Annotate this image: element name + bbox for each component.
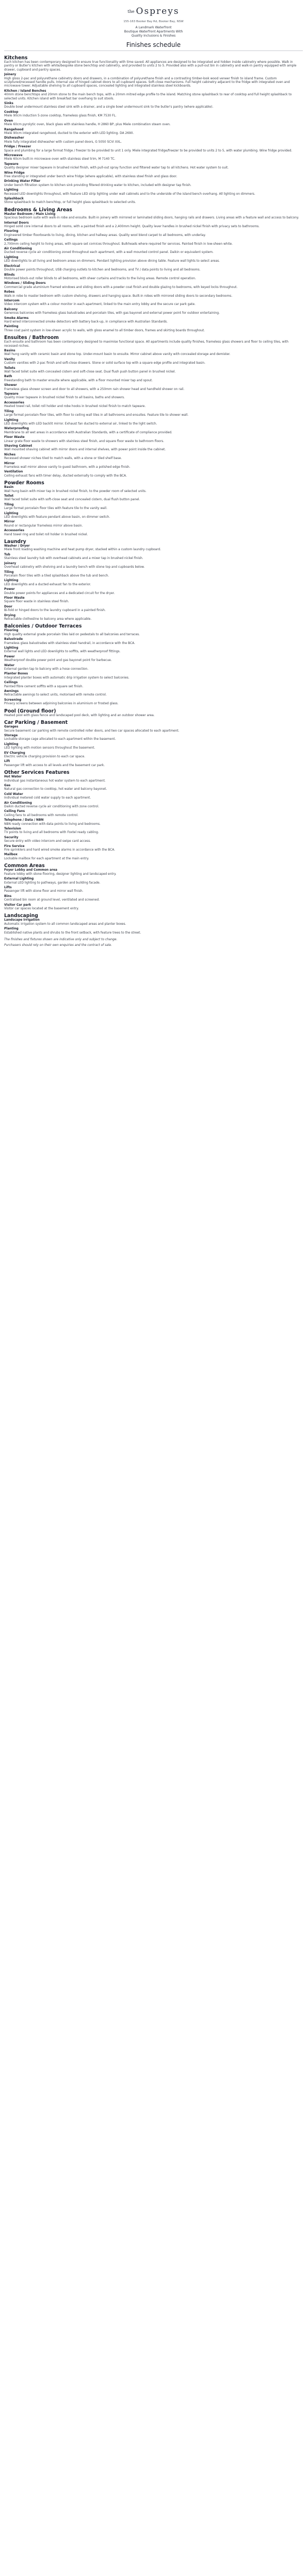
item-heading: Tiling <box>4 503 14 506</box>
item-text: Stone splashback to match benchtop, or full height glass splashback to selected units. <box>4 201 136 205</box>
item-heading: Mirror <box>4 462 15 465</box>
item-text: Wall faced toilet suite with soft-close seat and concealed cistern, dual flush button panel. <box>4 498 140 502</box>
item-heading: Mirror <box>4 520 15 524</box>
item-heading: Joinery <box>4 73 17 77</box>
item-heading: Niches <box>4 453 16 456</box>
document-title: Finishes schedule <box>126 41 181 48</box>
item-heading: Lighting <box>4 256 19 259</box>
item-text: Space and plumbing for a large format fridge / freezer to be provided to unit 1 only. Miele integrated fridge/freezer to be provided to units 2 to 5, with water plumbing. Wine fridge provided. <box>4 149 293 152</box>
item-text: Lockable storage cage allocated to each apartment within the basement. <box>4 738 116 741</box>
item-heading: Ventilation <box>4 470 23 474</box>
item-heading: Toilets <box>4 366 15 370</box>
item-heading: Wine Fridge <box>4 171 25 175</box>
item-text: Large format porcelain floor tiles with feature tile to the vanity wall. <box>4 507 107 511</box>
item-heading: Windows / Sliding Doors <box>4 282 46 285</box>
section-heading: Bedrooms & Living Areas <box>4 207 72 213</box>
item-heading: Tapware <box>4 162 19 166</box>
item-heading: Gas <box>4 784 11 787</box>
item-heading: Floor Waste <box>4 596 25 600</box>
item-heading: Balcony <box>4 308 18 311</box>
item-text: High gloss 2-pac and polyurethane cabinetry doors and drawers, in a combination of polyurethane finish and a contrasting timber-look wood veneer finish to island frame. Custom sculptured/recessed handle pulls. Internal use of hinged cabinet doors to all cupboard spaces. Soft-close mechanisms. Full height cabinetry adjacent to the fridge with integrated oven and microwave tower. Adjustable shelving to all cupboard spaces, concealed lighting and integrated stainless steel kickboards. <box>4 77 290 88</box>
item-heading: Lighting <box>4 647 19 650</box>
item-heading: Balustrade <box>4 638 23 641</box>
item-text: TV points to living and all bedrooms with Foxtel ready cabling. <box>4 831 99 835</box>
item-text: Miele 60cm built-in microwave oven with stainless steel trim, M 7140 TC. <box>4 158 116 161</box>
item-heading: Flooring <box>4 629 19 633</box>
item-text: Hard wired interconnected smoke detectors with battery back-up, in compliance with Australian Standards. <box>4 320 168 324</box>
item-text: Double power points for appliances and a dedicated circuit for the dryer. <box>4 591 115 595</box>
item-text: Under bench filtration system to kitchen sink providing filtered drinking water to kitchen, included with designer tap finish. <box>4 183 191 187</box>
item-text: Automatic irrigation system to all common landscaped areas and planter boxes. <box>4 922 126 926</box>
item-text: Miele fully integrated dishwasher with custom panel doors, G 5050 SCVi XXL. <box>4 140 122 144</box>
item-text: Ceiling fans to all bedrooms with remote control. <box>4 814 78 817</box>
item-text: Retractable clothesline to balcony area where applicable. <box>4 617 92 621</box>
section-heading: Landscaping <box>4 913 38 919</box>
item-heading: Ceilings <box>4 239 18 242</box>
item-text: Heated pool with glass fence and landscaped pool deck, with lighting and an outdoor shower area. <box>4 714 155 717</box>
tagline-line-1: A Landmark Waterfront <box>135 26 172 29</box>
section-heading: Powder Rooms <box>4 480 44 486</box>
item-heading: Bath <box>4 375 12 379</box>
item-text: LED downlights with LED backlit mirror. Exhaust fan ducted to external air, linked to the light switch. <box>4 422 157 426</box>
item-text: LED downlights and a ducted exhaust fan to the exterior. <box>4 583 91 586</box>
item-heading: Security <box>4 836 19 839</box>
item-text: Stainless steel laundry tub with overhead cabinets and a mixer tap in brushed nickel finish. <box>4 557 143 561</box>
section-heading: Ensuites / Bathroom <box>4 335 59 341</box>
item-text: Membrane to all wet areas in accordance with Australian Standards, with a certificate of compliance provided. <box>4 431 172 434</box>
item-text: 2,700mm ceiling height to living areas, with square set cornices throughout. Bulkheads where required for services. Painted finish in low-sheen white. <box>4 242 233 246</box>
item-heading: Rangehood <box>4 128 24 131</box>
item-heading: Shower <box>4 384 17 387</box>
item-heading: Tiling <box>4 410 14 413</box>
item-heading: Smoke Alarms <box>4 316 29 320</box>
item-text: Feature lobby with stone flooring, designer lighting and landscaped entry. <box>4 872 117 876</box>
item-text: Porcelain floor tiles with a tiled splashback above the tub and bench. <box>4 574 109 578</box>
item-text: Bi-fold or hinged doors to the laundry cupboard in a painted finish. <box>4 609 106 613</box>
item-text: Motorised block-out roller blinds to all bedrooms, with sheer curtains and tracks to the living areas. Remote control operation. <box>4 277 196 280</box>
item-text: Painted fibre cement soffits with a square set finish. <box>4 685 84 688</box>
item-text: Double power points throughout, USB charging outlets to kitchen and bedrooms, and TV / data points to living and all bedrooms. <box>4 268 201 272</box>
item-text: Privacy screens between adjoining balconies in aluminium or frosted glass. <box>4 702 119 706</box>
item-text: Round or rectangular frameless mirror above basin. <box>4 524 83 528</box>
item-heading: Visitor Car park <box>4 903 31 907</box>
item-text: Frameless wall mirror above vanity to guest bathroom, with a polished edge finish. <box>4 465 131 469</box>
item-text: Each kitchen has been contemporary designed to ensure true functionality with time saved. All appliances are designed to be integrated and hidden inside cabinetry where possible. Walk in pantry or Butler's kitchen with white/bespoke stone benchtop and cabinetry, and provided to units 2 to 5. Provided also with a pull-out bin in cabinetry and walk-in pantry equipped with ample drawer, cupboard and pantry spaces. <box>4 61 297 72</box>
item-text: LED lighting with motion sensors throughout the basement. <box>4 747 95 750</box>
item-heading: Intercom <box>4 299 20 302</box>
item-heading: Accessories <box>4 401 25 404</box>
item-text: Daikin ducted reverse cycle air conditioning with zone control. <box>4 805 100 808</box>
section-heading: Balconies / Outdoor Terraces <box>4 623 82 630</box>
item-text: Centralised bin room at ground level, ventilated and screened. <box>4 899 100 902</box>
item-heading: Power <box>4 655 15 658</box>
item-heading: Splashback <box>4 197 24 200</box>
item-heading: Drinking Water Filter <box>4 180 41 183</box>
item-text: LED downlights with feature pendant above basin, on dimmer switch. <box>4 516 110 519</box>
tagline-line-2: Boutique Waterfront Apartments With <box>124 30 183 33</box>
item-heading: EV Charging <box>4 751 25 755</box>
item-heading: Washer / Dryer <box>4 545 30 548</box>
section-heading: Kitchens <box>4 55 28 61</box>
item-text: Linear grate floor waste to showers with stainless steel finish, and square floor waste to bathroom floors. <box>4 439 165 443</box>
item-text: Quality mixer tapware in brushed nickel finish to all basins, baths and showers. <box>4 396 125 400</box>
item-heading: Tub <box>4 553 10 556</box>
item-heading: Basins <box>4 349 15 352</box>
item-text: Engineered timber floorboards to living, dining, kitchen and hallway areas. Quality wool blend carpet to all bedrooms, with underlay. <box>4 233 206 237</box>
section-heading: Common Areas <box>4 863 45 869</box>
item-text: Secure basement car parking with remote controlled roller doors, and two car spaces allocated to each apartment. <box>4 729 180 733</box>
section-heading: Car Parking / Basement <box>4 720 68 726</box>
item-heading: Kitchen / Island Benches <box>4 89 46 93</box>
item-text: Square floor waste in stainless steel finish. <box>4 600 69 604</box>
item-text: External wall lights and LED downlights to soffits, with weatherproof fittings. <box>4 650 121 654</box>
item-heading: Mailbox <box>4 853 18 857</box>
item-text: Passenger lift with stone floor and mirror wall finish. <box>4 890 84 893</box>
item-text: Individual metered cold water supply to each apartment. <box>4 796 91 800</box>
item-heading: Microwave <box>4 154 23 157</box>
item-text: Freestanding bath to master ensuite where applicable, with a floor mounted mixer tap and spout. <box>4 379 153 382</box>
item-heading: Landscape Irrigation <box>4 919 40 922</box>
item-heading: Blinds <box>4 273 15 277</box>
item-text: Ducted reverse cycle air conditioning zoned throughout each apartment, with a wall mounted control panel. Daikin or equivalent system. <box>4 251 214 255</box>
item-text: Walk-in robe to master bedroom with custom shelving, drawers and hanging space. Built-in robes with mirrored sliding doors to secondary bedrooms. <box>4 294 233 298</box>
item-heading: Power <box>4 588 15 591</box>
item-heading: Lighting <box>4 418 19 422</box>
item-text: Individual gas instantaneous hot water system to each apartment. <box>4 779 106 783</box>
item-text: Hand towel ring and toilet roll holder in brushed nickel. <box>4 533 88 536</box>
item-heading: Air Conditioning <box>4 801 32 805</box>
item-heading: Television <box>4 827 21 831</box>
item-heading: Accessories <box>4 529 25 533</box>
item-text: Double bowl undermount stainless steel sink with a drainer, and a single bowl undermount sink to the butler's pantry (where applicable). <box>4 106 214 109</box>
item-text: Ceiling exhaust fans with timer delay, ducted externally to comply with the BCA. <box>4 474 127 478</box>
item-heading: Fire Service <box>4 844 25 848</box>
item-heading: Electrical <box>4 264 20 268</box>
item-heading: Master Bedroom / Main Living <box>4 212 56 216</box>
logo-wordmark: Ospreys <box>136 6 180 16</box>
item-heading: Fridge / Freezer <box>4 145 31 149</box>
item-text: Wall mounted shaving cabinet with mirror doors and internal shelves, with power point inside the cabinet. <box>4 448 166 452</box>
item-heading: Garages <box>4 725 19 729</box>
logo-prefix: the <box>127 9 135 14</box>
item-heading: Oven <box>4 119 13 123</box>
item-heading: Planting <box>4 927 19 931</box>
ospreys-logo <box>0 6 307 16</box>
item-heading: Basin <box>4 486 14 489</box>
item-text: Hinged solid core internal doors to all rooms, with a painted finish and a 2,400mm height. Quality lever handles in brushed nickel finish with privacy sets to bathrooms. <box>4 225 260 229</box>
item-heading: Cold Water <box>4 792 23 796</box>
item-heading: Foyer Lobby and Common area <box>4 869 57 872</box>
schedule-body <box>4 53 303 2576</box>
disclaimer-notes <box>4 938 303 948</box>
item-heading: Screening <box>4 698 22 702</box>
item-text: Overhead cabinetry with shelving and a laundry bench with stone top and cupboards below. <box>4 566 145 569</box>
item-text: Commercial grade aluminium framed windows and sliding doors with a powder coat finish and double glazing to bedrooms, with keyed locks throughout. <box>4 285 238 289</box>
item-text: Miele 90cm integrated rangehood, ducted to the exterior with LED lighting. DA 2690. <box>4 131 134 135</box>
item-text: Three coat paint system in low-sheen acrylic to walls, with gloss enamel to all timber doors, frames and skirting boards throughout. <box>4 329 205 332</box>
item-heading: Dishwasher <box>4 137 24 140</box>
tagline-line-3: Quality Inclusions & Finishes <box>131 34 176 38</box>
item-heading: Lighting <box>4 579 19 583</box>
item-text: Each ensuite and bathroom has been contemporary designed to maximise functional space. All apartments include quality finishes, frameless glass showers and floor to ceiling tiles, with recessed niches. <box>4 341 289 348</box>
item-text: Free standing or integrated under bench wine fridge (where applicable), with stainless steel finish and glass door. <box>4 175 177 178</box>
item-heading: Flooring <box>4 230 19 233</box>
item-text: Lockable mailbox for each apartment at the main entry. <box>4 857 89 860</box>
item-text: Frameless glass balustrades with stainless steel handrail, in accordance with the BCA. <box>4 641 135 645</box>
item-heading: Lighting <box>4 742 19 746</box>
item-text: Recessed shower niches tiled to match walls, with a stone or tiled shelf base. <box>4 457 122 461</box>
item-text: Video intercom system with a colour monitor in each apartment, linked to the main entry lobby and the secure car park gate. <box>4 303 196 307</box>
item-text: Secure entry with video intercom and swipe card access. <box>4 840 91 843</box>
item-text: External LED lighting to pathways, garden and building facade. <box>4 881 101 885</box>
item-text: External garden tap to balcony with a hose connection. <box>4 668 89 671</box>
item-heading: Ceilings <box>4 681 18 685</box>
item-heading: Telephone / Data / NBN <box>4 819 44 822</box>
item-text: Integrated planter boxes with automatic drip irrigation system to select balconies. <box>4 676 130 680</box>
item-text: Generous balconies with frameless glass balustrades and porcelain tiles, with gas bayonet and external power point for outdoor entertaining. <box>4 312 220 315</box>
item-text: Natural gas connection to cooktop, hot water and balcony bayonet. <box>4 788 107 791</box>
item-text: Electric vehicle charging provision to each car space. <box>4 755 86 758</box>
item-heading: Cooktop <box>4 110 19 114</box>
item-heading: Joinery <box>4 562 17 565</box>
disclaimer-note: Purchasers should rely on their own enquiries and the contract of sale. <box>4 944 112 947</box>
item-text: Spacious bedroom suite with walk-in robe and ensuite. Built-in joinery with mirrored or laminated sliding doors, hanging rails and drawers. Living areas with a feature wall and access to balcony. <box>4 216 299 220</box>
item-heading: Lifts <box>4 886 12 889</box>
item-heading: Awnings <box>4 690 19 693</box>
item-text: High quality external grade porcelain tiles laid on pedestals to all balconies and terraces. <box>4 633 140 636</box>
item-text: Custom vanities with 2-pac finish and soft-close drawers. Stone or solid surface top with a square edge profile and integrated basin. <box>4 362 206 365</box>
item-heading: Drying <box>4 614 16 617</box>
item-text: Quality designer mixer tapware in brushed nickel finish, with pull-out spray function and filtered water tap to all kitchens. Hot water system to suit. <box>4 166 229 170</box>
item-heading: External Lighting <box>4 877 34 881</box>
item-text: Passenger lift with access to all levels and the basement car park. <box>4 764 105 767</box>
item-heading: Vanity <box>4 358 15 361</box>
item-text: Visitor car spaces located at the basement entry. <box>4 907 79 910</box>
item-heading: Internal Doors <box>4 221 29 225</box>
item-heading: Hot Water <box>4 775 22 779</box>
item-heading: Floor Waste <box>4 436 25 439</box>
item-heading: Painting <box>4 325 19 329</box>
item-heading: Tapware <box>4 393 19 396</box>
item-heading: Door <box>4 605 12 608</box>
item-heading: Lighting <box>4 512 19 515</box>
item-heading: Air Conditioning <box>4 247 32 251</box>
section-heading: Other Services Features <box>4 770 70 776</box>
item-text: Heated towel rail, toilet roll holder and robe hooks in brushed nickel finish to match tapware. <box>4 405 146 409</box>
item-heading: Toilet <box>4 495 14 498</box>
item-text: Retractable awnings to select units, motorised with remote control. <box>4 693 107 697</box>
item-text: Frameless glass shower screen and door to all showers, with a 250mm rain shower head and handheld shower on rail. <box>4 387 185 391</box>
section-heading: Pool (Ground floor) <box>4 708 56 714</box>
item-text: NBN ready connection with data points to living and bedrooms. <box>4 822 101 826</box>
item-text: Wall faced toilet suite with concealed cistern and soft-close seat. Dual flush push button panel in brushed nickel. <box>4 370 176 374</box>
item-heading: Storage <box>4 734 18 737</box>
item-text: Wall hung vanity with ceramic basin and stone top. Under-mount basin to ensuite. Mirror cabinet above vanity with concealed storage and demister. <box>4 353 231 357</box>
item-heading: Sinks <box>4 102 13 106</box>
item-text: Recessed LED downlights throughout, with feature LED strip lighting under wall cabinets and to the underside of the island bench overhang. All lighting on dimmers. <box>4 192 255 196</box>
item-text: 40mm stone benchtops and 20mm stone to the main bench tops, with a 20mm mitred edge profile to the island. Matching stone splashback to rear of cooktop and full height splashback to selected units. Kitchen island with breakfast bar overhang to suit stools. <box>4 93 292 100</box>
item-heading: Waterproofing <box>4 427 29 431</box>
item-heading: Tiling <box>4 570 14 574</box>
item-text: Miele 60cm pyrolytic oven, black glass with stainless handle, H 2860 BP, plus Miele combination steam oven. <box>4 123 171 127</box>
item-text: Miele front loading washing machine and heat pump dryer, stacked within a custom laundry cupboard. <box>4 548 161 552</box>
item-heading: Robes <box>4 291 15 294</box>
item-text: Established native plants and shrubs to the front setback, with feature trees to the street. <box>4 931 141 935</box>
disclaimer-note: The finishes and fixtures shown are indicative only and subject to change. <box>4 938 118 941</box>
item-text: Fire sprinklers and hard wired smoke alarms in accordance with the BCA. <box>4 849 116 852</box>
item-heading: Planter Boxes <box>4 672 28 676</box>
title-divider <box>4 50 303 51</box>
item-heading: Lighting <box>4 189 19 192</box>
item-heading: Water <box>4 664 14 667</box>
item-text: LED downlights to all living and bedroom areas on dimmers. Pendant lighting provision above dining table. Feature wall lights to select areas. <box>4 260 220 263</box>
item-heading: Shaving Cabinet <box>4 444 33 448</box>
item-heading: Lift <box>4 760 10 764</box>
section-heading: Laundry <box>4 539 26 545</box>
item-text: Weatherproof double power point and gas bayonet point for barbecue. <box>4 659 112 663</box>
address: 155-163 Booker Bay Rd, Booker Bay, NSW <box>123 20 184 23</box>
item-heading: Ceiling Fans <box>4 810 25 814</box>
item-text: Miele 90cm induction 5-zone cooktop, frameless glass finish, KM 7530 FL. <box>4 114 117 118</box>
item-heading: Bins <box>4 894 12 898</box>
item-text: Large format porcelain floor tiles, with floor to ceiling wall tiles in all bathrooms and ensuites. Feature tile to shower wall. <box>4 414 189 417</box>
item-text: Wall hung basin with mixer tap in brushed nickel finish, to the powder room of selected units. <box>4 489 147 493</box>
